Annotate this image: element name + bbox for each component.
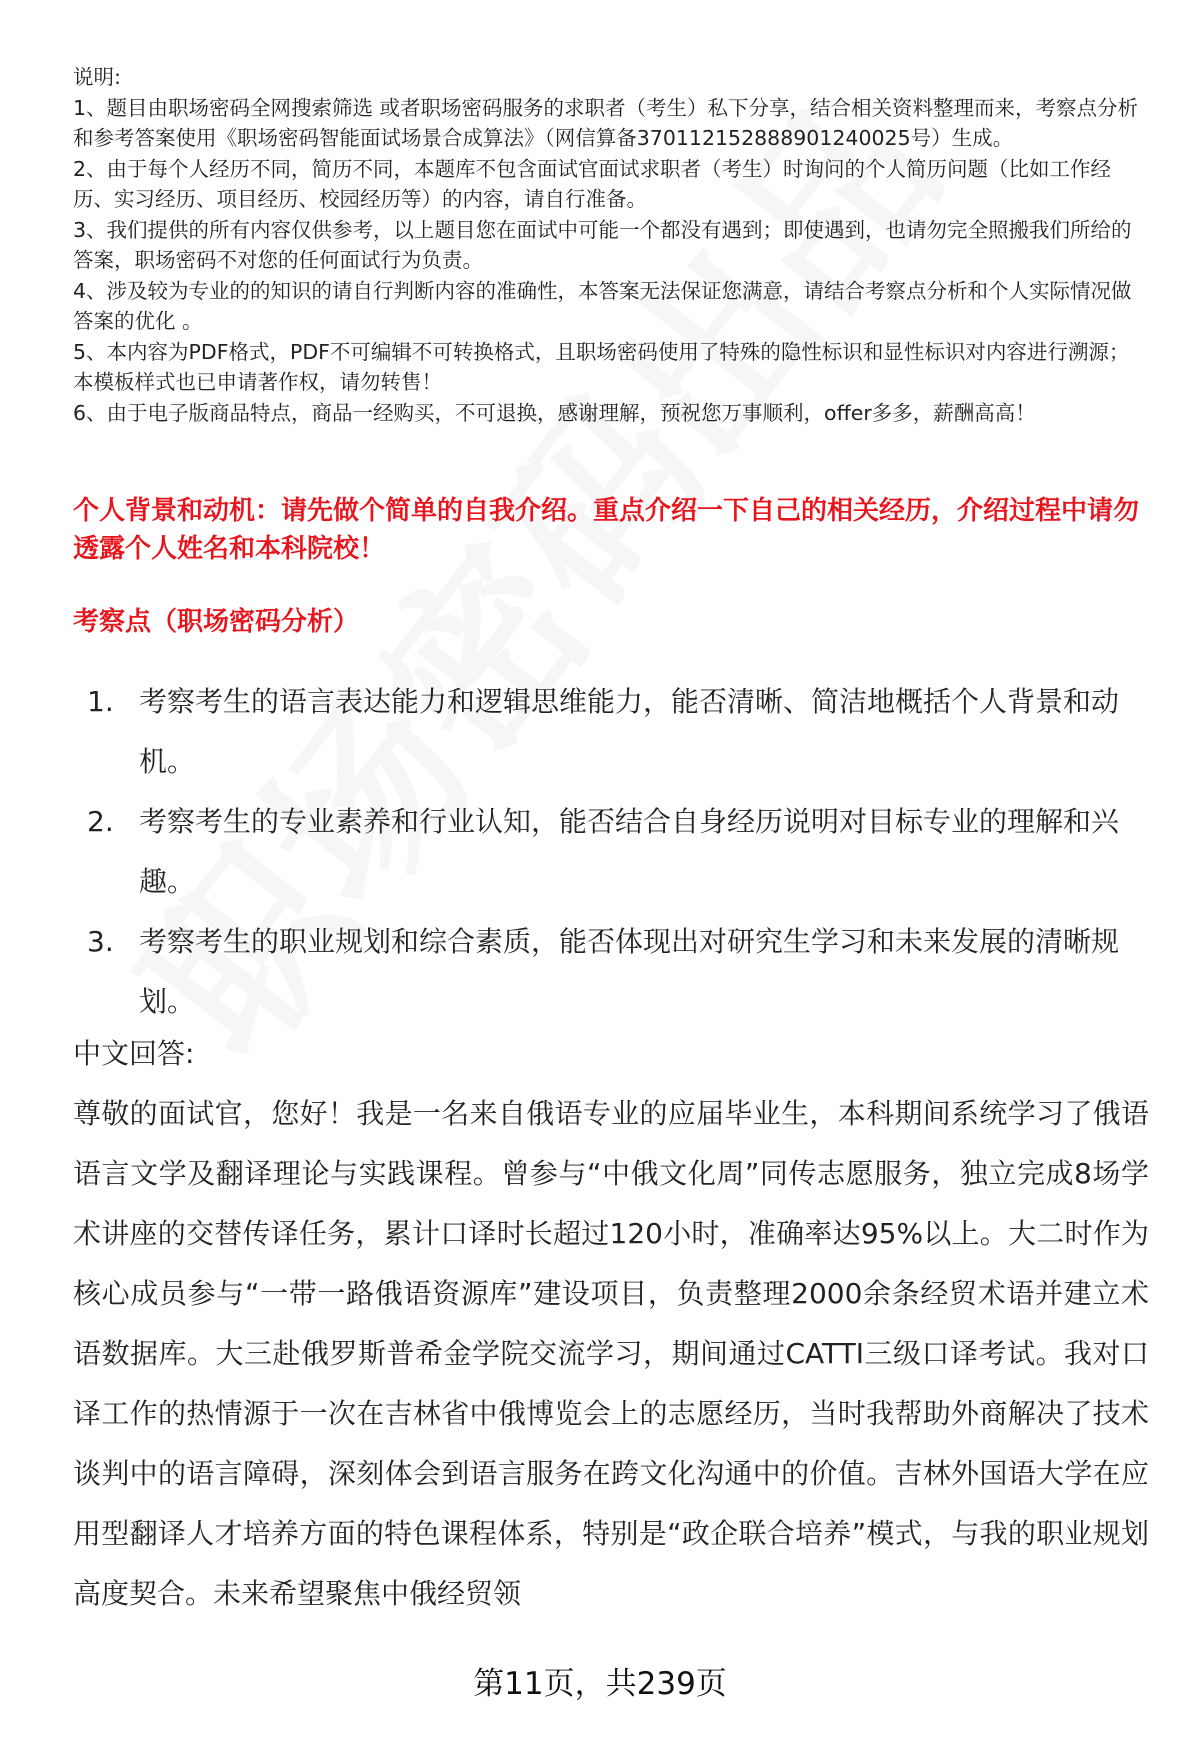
note-item: 6、由于电子版商品特点，商品一经购买，不可退换，感谢理解，预祝您万事顺利，offer多多，薪酬高高！ [73, 400, 1036, 425]
analysis-point [73, 672, 1149, 792]
note-item: 4、涉及较为专业的的知识的请自行判断内容的准确性，本答案无法保证您满意，请结合考察点分析和个人实际情况做答案的优化 。 [73, 278, 1132, 333]
notes-heading: 说明: [73, 65, 121, 89]
note-item: 5、本内容为PDF格式，PDF不可编辑不可转换格式，且职场密码使用了特殊的隐性标识和显性标识对内容进行溯源；本模板样式也已申请著作权，请勿转售！ [73, 339, 1130, 394]
analysis-point [73, 792, 1149, 912]
point-number: 3. [87, 925, 114, 958]
analysis-title: 考察点（职场密码分析） [73, 607, 360, 637]
point-text: 考察考生的职业规划和综合素质，能否体现出对研究生学习和未来发展的清晰规划。 [139, 925, 1120, 1018]
point-text: 考察考生的专业素养和行业认知，能否结合自身经历说明对目标专业的理解和兴趣。 [139, 805, 1120, 898]
analysis-point [73, 912, 1149, 1032]
note-item: 3、我们提供的所有内容仅供参考，以上题目您在面试中可能一个都没有遇到；即使遇到，也请勿完全照搬我们所给的答案，职场密码不对您的任何面试行为负责。 [73, 217, 1132, 272]
point-text: 考察考生的语言表达能力和逻辑思维能力，能否清晰、简洁地概括个人背景和动机。 [139, 685, 1120, 778]
page-number: 第11页，共239页 [473, 1666, 727, 1702]
question-title: 个人背景和动机：请先做个简单的自我介绍。重点介绍一下自己的相关经历，介绍过程中请勿透露个人姓名和本科院校！ [73, 496, 1140, 564]
point-number: 1. [87, 685, 114, 718]
note-item: 2、由于每个人经历不同，简历不同，本题库不包含面试官面试求职者（考生）时询问的个人简历问题（比如工作经历、实习经历、项目经历、校园经历等）的内容，请自行准备。 [73, 156, 1112, 211]
point-number: 2. [87, 805, 114, 838]
note-item: 1、题目由职场密码全网搜索筛选 或者职场密码服务的求职者（考生）私下分享，结合相关资料整理而来，考察点分析和参考答案使用《职场密码智能面试场景合成算法》（网信算备370112152888901240025号）生成。 [73, 95, 1139, 150]
answer-text: 尊敬的面试官，您好！我是一名来自俄语专业的应届毕业生，本科期间系统学习了俄语语言文学及翻译理论与实践课程。曾参与“中俄文化周”同传志愿服务，独立完成8场学术讲座的交替传译任务，累计口译时长超过120小时，准确率达95%以上。大二时作为核心成员参与“一带一路俄语资源库”建设项目，负责整理2000余条经贸术语并建立术语数据库。大三赴俄罗斯普希金学院交流学习，期间通过CATTI三级口译考试。我对口译工作的热情源于一次在吉林省中俄博览会上的志愿经历，当时我帮助外商解决了技术谈判中的语言障碍，深刻体会到语言服务在跨文化沟通中的价值。吉林外国语大学在应用型翻译人才培养方面的特色课程体系，特别是“政企联合培养”模式，与我的职业规划高度契合。未来希望聚焦中俄经贸领 [73, 1097, 1149, 1610]
disclaimer-notes [73, 62, 1149, 428]
analysis-points [73, 672, 1149, 1032]
answer-label: 中文回答: [73, 1037, 195, 1070]
